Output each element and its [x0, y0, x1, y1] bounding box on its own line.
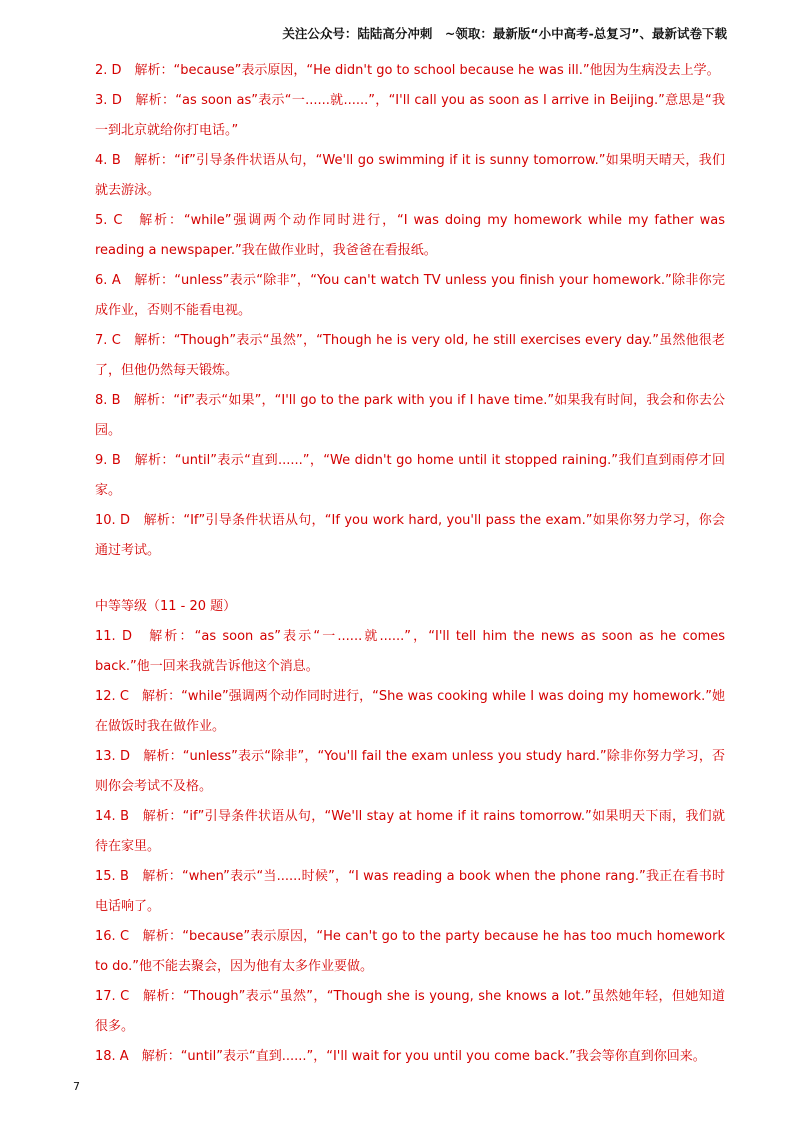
answer-item-3: 3. D 解析：“as soon as”表示“一......就......”，“I'll call you as soon as I arrive in Beijing.”意思是“我一到北京就给你打电话。” — [95, 93, 725, 138]
answer-item-2: 2. D 解析：“because”表示原因，“He didn't go to school because he was ill.”他因为生病没去上学。 — [95, 63, 720, 78]
section-spacer — [95, 566, 725, 592]
answer-item-18: 18. A 解析：“until”表示“直到......”，“I'll wait for you until you come back.”我会等你直到你回来。 — [95, 1049, 706, 1064]
answer-explanations — [95, 56, 725, 1072]
answer-item-9: 9. B 解析：“until”表示“直到......”，“We didn't go home until it stopped raining.”我们直到雨停才回家。 — [95, 453, 725, 498]
answer-item-10: 10. D 解析：“If”引导条件状语从句，“If you work hard, you'll pass the exam.”如果你努力学习，你会通过考试。 — [95, 513, 725, 558]
answer-item-5: 5. C 解析：“while”强调两个动作同时进行，“I was doing my homework while my father was reading a newspaper.”我在做作业时，我爸爸在看报纸。 — [95, 213, 725, 258]
answer-item-15: 15. B 解析：“when”表示“当......时候”，“I was reading a book when the phone rang.”我正在看书时电话响了。 — [95, 869, 725, 914]
answer-item-14: 14. B 解析：“if”引导条件状语从句，“We'll stay at home if it rains tomorrow.”如果明天下雨，我们就待在家里。 — [95, 809, 725, 854]
answer-item-17: 17. C 解析：“Though”表示“虽然”，“Though she is young, she knows a lot.”虽然她年轻，但她知道很多。 — [95, 989, 725, 1034]
answer-item-6: 6. A 解析：“unless”表示“除非”，“You can't watch TV unless you finish your homework.”除非你完成作业，否则不能看电视。 — [95, 273, 725, 318]
page-number: 7 — [73, 1080, 80, 1093]
answer-item-16: 16. C 解析：“because”表示原因，“He can't go to the party because he has too much homework to do.”他不能去聚会，因为他有太多作业要做。 — [95, 929, 725, 974]
answer-item-8: 8. B 解析：“if”表示“如果”，“I'll go to the park with you if I have time.”如果我有时间，我会和你去公园。 — [95, 393, 725, 438]
section-heading: 中等等级（11 - 20 题） — [95, 599, 237, 614]
answer-item-11: 11. D 解析：“as soon as”表示“一......就......”，“I'll tell him the news as soon as he comes back.”他一回来我就告诉他这个消息。 — [95, 629, 725, 674]
answer-item-13: 13. D 解析：“unless”表示“除非”，“You'll fail the exam unless you study hard.”除非你努力学习，否则你会考试不及格。 — [95, 749, 725, 794]
answer-item-12: 12. C 解析：“while”强调两个动作同时进行，“She was cooking while I was doing my homework.”她在做饭时我在做作业。 — [95, 689, 725, 734]
page-header: 关注公众号：陆陆高分冲刺 ~领取：最新版“小中高考-总复习”、最新试卷下载 — [282, 26, 727, 41]
answer-item-7: 7. C 解析：“Though”表示“虽然”，“Though he is very old, he still exercises every day.”虽然他很老了，但他仍然每天锻炼。 — [95, 333, 725, 378]
answer-item-4: 4. B 解析：“if”引导条件状语从句，“We'll go swimming if it is sunny tomorrow.”如果明天晴天，我们就去游泳。 — [95, 153, 725, 198]
